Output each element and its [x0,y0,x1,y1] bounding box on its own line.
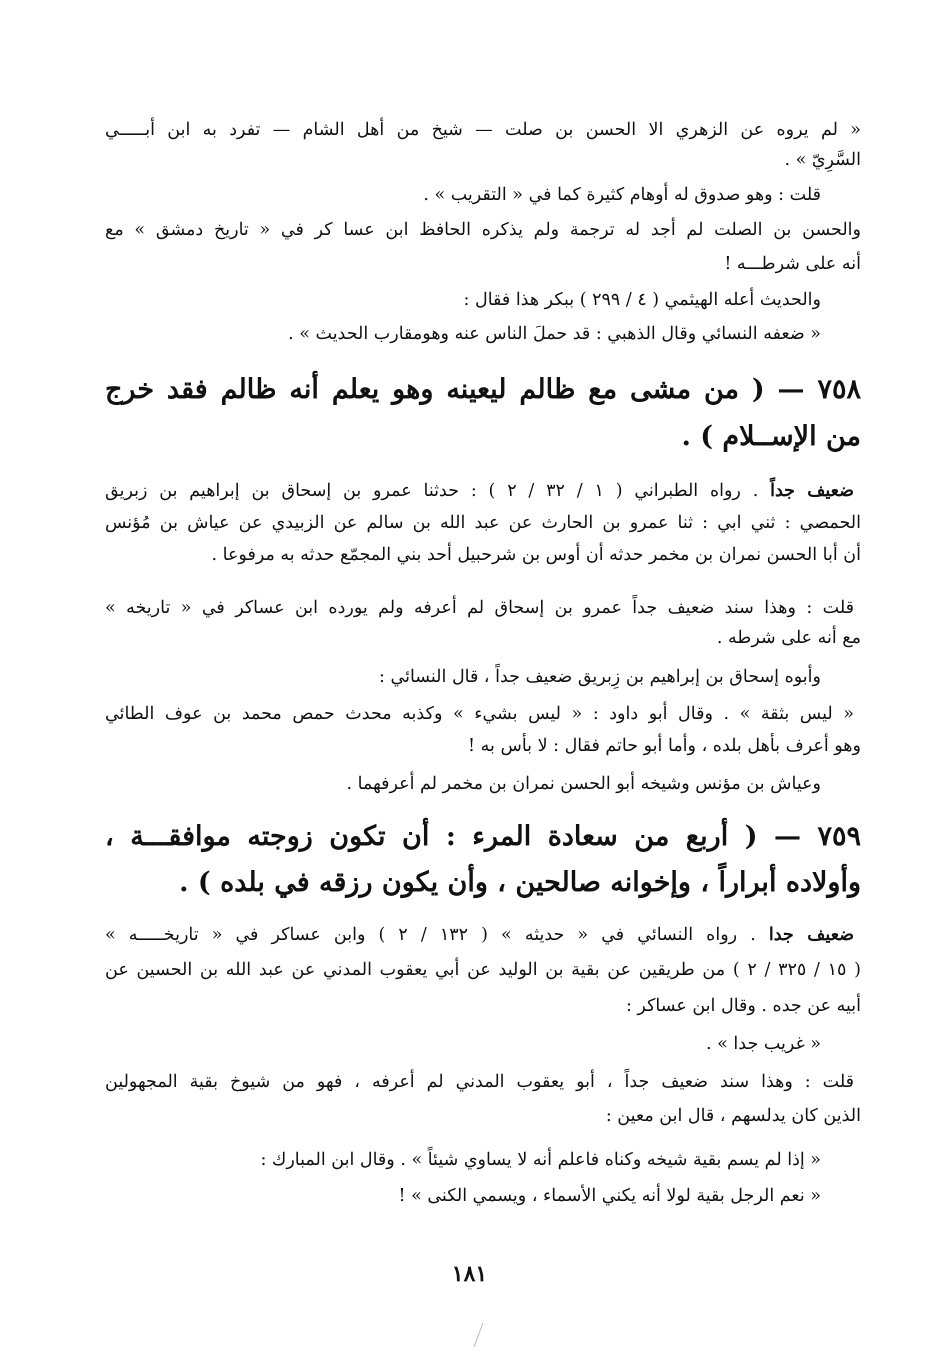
grading-label: ضعيف جداً [770,481,854,501]
page-number: ١٨١ [451,1261,488,1287]
text-line: وأبوه إسحاق بن إبراهيم بن زِبريق ضعيف جداً ، قال النسائي : [379,667,821,687]
text-line: « غريب جدا » . [706,1034,821,1054]
text-line: أنه على شرطـــه ! [724,254,861,274]
scan-mark [474,1323,484,1348]
text-line: « إذا لم يسم بقية شيخه وكناه فاعلم أنه لا يساوي شيئاً » . وقال ابن المبارك : [260,1150,821,1170]
text-line: أن أبا الحسن نمران بن مخمر حدثه أن أوس بن شرحبيل أحد بني المجمّع حدثه به مرفوعا . [211,545,861,565]
text-line: ( ١٥ / ٣٢٥ / ٢ ) من طريقين عن بقية بن الوليد عن أبي يعقوب المدني عن عبد الله بن الحسين عن [105,960,861,980]
text-line [105,477,854,505]
text-line: « نعم الرجل بقية لولا أنه يكني الأسماء ، ويسمي الكنى » ! [398,1186,821,1206]
text-line: أبيه عن جده . وقال ابن عساكر : [625,996,861,1016]
hadith-heading-759: وأولاده أبراراً ، وإخوانه صالحين ، وأن يكون رزقه في بلده ) . [179,867,861,898]
text-line: « ليس بثقة » . وقال أبو داود : « ليس بشيء » وكذبه محدث حمص محمد بن عوف الطائي [105,704,854,724]
text-line: وعياش بن مؤنس وشيخه أبو الحسن نمران بن مخمر لم أعرفهما . [346,774,821,794]
text-line: « لم يروه عن الزهري الا الحسن بن صلت — شيخ من أهل الشام — تفرد به ابن أبـــــي [105,120,861,140]
text-line: قلت : وهذا سند ضعيف جداً عمرو بن إسحاق لم أعرفه ولم يورده ابن عساكر في « تاريخه » [105,598,854,618]
text-span: . رواه الطبراني ( ١ / ٣٢ / ٢ ) : حدثنا عمرو بن إسحاق بن إبراهيم بن زبريق [105,481,771,501]
text-line: قلت : وهو صدوق له أوهام كثيرة كما في « التقريب » . [423,185,821,205]
hadith-heading-758: من الإســلام ) . [681,421,861,452]
text-line: وهو أعرف بأهل بلده ، وأما أبو حاتم فقال : لا بأس به ! [468,736,861,756]
hadith-heading-759: ٧٥٩ — ( أربع من سعادة المرء : أن تكون زوجته موافقـــة ، [105,821,861,852]
text-line: قلت : وهذا سند ضعيف جداً ، أبو يعقوب المدني لم أعرفه ، فهو من شيوخ بقية المجهولين [105,1072,854,1092]
grading-label: ضعيف جدا [768,925,854,945]
text-line: والحديث أعله الهيثمي ( ٤ / ٢٩٩ ) ببكر هذا فقال : [463,290,821,310]
text-line: والحسن بن الصلت لم أجد له ترجمة ولم يذكره الحافظ ابن عسا كر في « تاريخ دمشق » مع [105,220,861,240]
text-line: مع أنه على شرطه . [716,628,861,648]
hadith-heading-758: ٧٥٨ — ( من مشى مع ظالم ليعينه وهو يعلم أنه ظالم فقد خرج [105,374,861,405]
text-line: « ضعفه النسائي وقال الذهبي : قد حملَ الناس عنه وهومقارب الحديث » . [288,324,821,344]
text-line [105,921,854,949]
text-line: الذين كان يدلسهم ، قال ابن معين : [605,1106,861,1126]
text-line: الحمصي : ثني ابي : ثنا عمرو بن الحارث عن عبد الله بن سالم عن الزبيدي عن عياش بن مُؤنس [105,513,861,533]
text-line: السَّرِيّ » . [784,150,861,170]
text-span: . رواه النسائي في « حديثه » ( ١٣٢ / ٢ ) وابن عساكر في « تاريخـــــه » [105,925,769,945]
